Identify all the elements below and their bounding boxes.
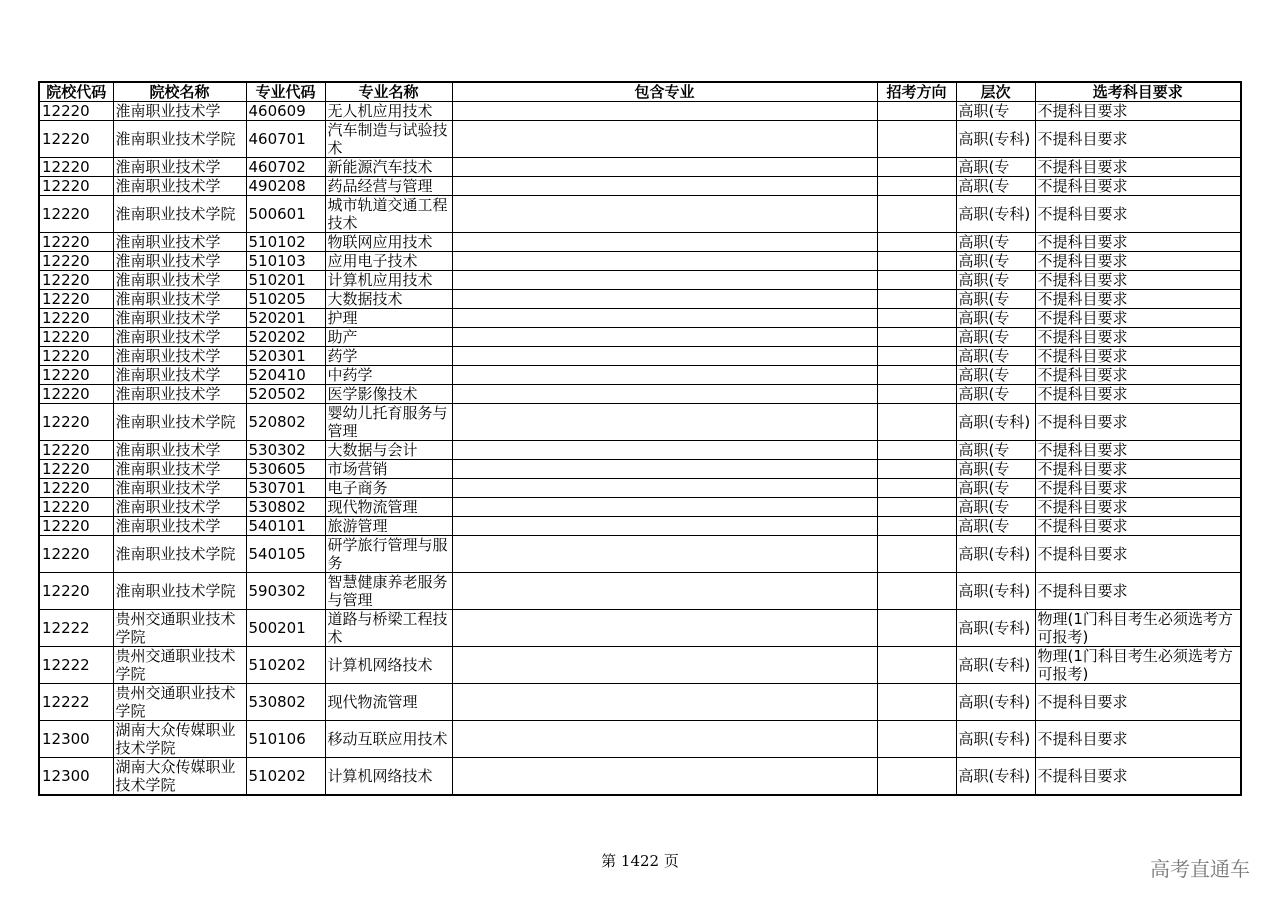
table-row bbox=[39, 252, 1241, 271]
subject-requirement-cell: 不提科目要求 bbox=[1035, 271, 1241, 290]
included-majors-cell bbox=[452, 610, 877, 647]
included-majors-cell bbox=[452, 121, 877, 158]
table-row bbox=[39, 404, 1241, 441]
subject-requirement-cell: 不提科目要求 bbox=[1035, 498, 1241, 517]
admission-table bbox=[38, 81, 1242, 796]
table-row bbox=[39, 684, 1241, 721]
school-code-cell: 12220 bbox=[39, 573, 113, 610]
major-code-cell: 530605 bbox=[246, 460, 325, 479]
table-row bbox=[39, 177, 1241, 196]
level-cell: 高职(专 bbox=[956, 233, 1035, 252]
school-name-cell: 贵州交通职业技术学院 bbox=[113, 647, 246, 684]
major-name-cell: 计算机网络技术 bbox=[325, 758, 452, 796]
major-code-cell: 490208 bbox=[246, 177, 325, 196]
included-majors-cell bbox=[452, 177, 877, 196]
school-code-cell: 12222 bbox=[39, 610, 113, 647]
table-row bbox=[39, 610, 1241, 647]
direction-cell bbox=[877, 271, 956, 290]
school-code-cell: 12220 bbox=[39, 517, 113, 536]
level-cell: 高职(专科) bbox=[956, 610, 1035, 647]
direction-cell bbox=[877, 102, 956, 121]
school-name-cell: 淮南职业技术学 bbox=[113, 366, 246, 385]
level-cell: 高职(专 bbox=[956, 498, 1035, 517]
school-name-cell: 淮南职业技术学 bbox=[113, 517, 246, 536]
table-row bbox=[39, 271, 1241, 290]
included-majors-cell bbox=[452, 721, 877, 758]
subject-requirement-cell: 不提科目要求 bbox=[1035, 158, 1241, 177]
table-row bbox=[39, 573, 1241, 610]
included-majors-cell bbox=[452, 271, 877, 290]
major-name-cell: 智慧健康养老服务与管理 bbox=[325, 573, 452, 610]
major-name-cell: 新能源汽车技术 bbox=[325, 158, 452, 177]
level-cell: 高职(专 bbox=[956, 290, 1035, 309]
major-code-cell: 460609 bbox=[246, 102, 325, 121]
included-majors-cell bbox=[452, 479, 877, 498]
school-name-cell: 淮南职业技术学 bbox=[113, 290, 246, 309]
school-code-cell: 12220 bbox=[39, 460, 113, 479]
subject-requirement-cell: 物理(1门科目考生必须选考方可报考) bbox=[1035, 610, 1241, 647]
included-majors-cell bbox=[452, 252, 877, 271]
major-code-cell: 520410 bbox=[246, 366, 325, 385]
school-code-cell: 12220 bbox=[39, 290, 113, 309]
school-name-cell: 湖南大众传媒职业技术学院 bbox=[113, 758, 246, 796]
school-code-cell: 12220 bbox=[39, 177, 113, 196]
major-name-cell: 无人机应用技术 bbox=[325, 102, 452, 121]
school-name-cell: 淮南职业技术学 bbox=[113, 479, 246, 498]
school-name-cell: 淮南职业技术学院 bbox=[113, 536, 246, 573]
subject-requirement-cell: 不提科目要求 bbox=[1035, 309, 1241, 328]
subject-requirement-cell: 不提科目要求 bbox=[1035, 517, 1241, 536]
level-cell: 高职(专科) bbox=[956, 721, 1035, 758]
included-majors-cell bbox=[452, 536, 877, 573]
direction-cell bbox=[877, 684, 956, 721]
major-name-cell: 汽车制造与试验技术 bbox=[325, 121, 452, 158]
level-cell: 高职(专 bbox=[956, 102, 1035, 121]
major-name-cell: 现代物流管理 bbox=[325, 684, 452, 721]
included-majors-cell bbox=[452, 684, 877, 721]
school-code-cell: 12220 bbox=[39, 102, 113, 121]
major-name-cell: 药学 bbox=[325, 347, 452, 366]
school-code-cell: 12220 bbox=[39, 347, 113, 366]
school-code-cell: 12220 bbox=[39, 158, 113, 177]
major-code-cell: 540105 bbox=[246, 536, 325, 573]
major-name-cell: 道路与桥梁工程技术 bbox=[325, 610, 452, 647]
direction-cell bbox=[877, 347, 956, 366]
major-name-cell: 大数据技术 bbox=[325, 290, 452, 309]
school-name-cell: 淮南职业技术学 bbox=[113, 309, 246, 328]
table-row bbox=[39, 385, 1241, 404]
major-name-cell: 应用电子技术 bbox=[325, 252, 452, 271]
major-code-cell: 500201 bbox=[246, 610, 325, 647]
major-name-cell: 药品经营与管理 bbox=[325, 177, 452, 196]
school-name-cell: 淮南职业技术学院 bbox=[113, 404, 246, 441]
direction-cell bbox=[877, 328, 956, 347]
page-number: 第 1422 页 bbox=[601, 852, 679, 870]
school-code-cell: 12220 bbox=[39, 196, 113, 233]
school-code-cell: 12300 bbox=[39, 721, 113, 758]
level-cell: 高职(专科) bbox=[956, 758, 1035, 796]
school-code-cell: 12220 bbox=[39, 479, 113, 498]
subject-requirement-cell: 不提科目要求 bbox=[1035, 573, 1241, 610]
major-name-cell: 医学影像技术 bbox=[325, 385, 452, 404]
level-cell: 高职(专 bbox=[956, 309, 1035, 328]
direction-cell bbox=[877, 573, 956, 610]
included-majors-cell bbox=[452, 441, 877, 460]
major-code-cell: 520202 bbox=[246, 328, 325, 347]
direction-cell bbox=[877, 721, 956, 758]
level-cell: 高职(专 bbox=[956, 328, 1035, 347]
subject-requirement-cell: 不提科目要求 bbox=[1035, 479, 1241, 498]
table-header-row bbox=[39, 82, 1241, 102]
major-code-cell: 520502 bbox=[246, 385, 325, 404]
major-name-cell: 电子商务 bbox=[325, 479, 452, 498]
table-row bbox=[39, 647, 1241, 684]
subject-requirement-cell: 不提科目要求 bbox=[1035, 460, 1241, 479]
table-row bbox=[39, 290, 1241, 309]
major-code-cell: 520301 bbox=[246, 347, 325, 366]
included-majors-cell bbox=[452, 290, 877, 309]
level-cell: 高职(专 bbox=[956, 441, 1035, 460]
header-major-code: 专业代码 bbox=[246, 82, 325, 102]
direction-cell bbox=[877, 758, 956, 796]
header-included-majors: 包含专业 bbox=[452, 82, 877, 102]
major-name-cell: 大数据与会计 bbox=[325, 441, 452, 460]
major-code-cell: 510106 bbox=[246, 721, 325, 758]
major-name-cell: 移动互联应用技术 bbox=[325, 721, 452, 758]
major-code-cell: 590302 bbox=[246, 573, 325, 610]
major-name-cell: 旅游管理 bbox=[325, 517, 452, 536]
subject-requirement-cell: 不提科目要求 bbox=[1035, 290, 1241, 309]
school-code-cell: 12220 bbox=[39, 309, 113, 328]
included-majors-cell bbox=[452, 498, 877, 517]
subject-requirement-cell: 不提科目要求 bbox=[1035, 102, 1241, 121]
direction-cell bbox=[877, 517, 956, 536]
subject-requirement-cell: 不提科目要求 bbox=[1035, 684, 1241, 721]
direction-cell bbox=[877, 121, 956, 158]
direction-cell bbox=[877, 441, 956, 460]
direction-cell bbox=[877, 196, 956, 233]
included-majors-cell bbox=[452, 647, 877, 684]
direction-cell bbox=[877, 610, 956, 647]
major-name-cell: 计算机网络技术 bbox=[325, 647, 452, 684]
subject-requirement-cell: 不提科目要求 bbox=[1035, 721, 1241, 758]
major-name-cell: 现代物流管理 bbox=[325, 498, 452, 517]
table-row bbox=[39, 233, 1241, 252]
school-code-cell: 12220 bbox=[39, 252, 113, 271]
direction-cell bbox=[877, 309, 956, 328]
school-name-cell: 淮南职业技术学 bbox=[113, 441, 246, 460]
major-name-cell: 助产 bbox=[325, 328, 452, 347]
table-body bbox=[39, 102, 1241, 796]
direction-cell bbox=[877, 177, 956, 196]
school-name-cell: 淮南职业技术学 bbox=[113, 328, 246, 347]
school-code-cell: 12220 bbox=[39, 328, 113, 347]
major-code-cell: 510201 bbox=[246, 271, 325, 290]
table-row bbox=[39, 536, 1241, 573]
level-cell: 高职(专科) bbox=[956, 647, 1035, 684]
school-code-cell: 12220 bbox=[39, 233, 113, 252]
included-majors-cell bbox=[452, 328, 877, 347]
included-majors-cell bbox=[452, 158, 877, 177]
table-row bbox=[39, 460, 1241, 479]
table-row bbox=[39, 517, 1241, 536]
level-cell: 高职(专 bbox=[956, 177, 1035, 196]
table-row bbox=[39, 721, 1241, 758]
included-majors-cell bbox=[452, 347, 877, 366]
watermark: 高考直通车 bbox=[1150, 857, 1250, 881]
table-row bbox=[39, 158, 1241, 177]
subject-requirement-cell: 不提科目要求 bbox=[1035, 385, 1241, 404]
level-cell: 高职(专 bbox=[956, 385, 1035, 404]
school-name-cell: 淮南职业技术学 bbox=[113, 385, 246, 404]
major-code-cell: 500601 bbox=[246, 196, 325, 233]
header-major-name: 专业名称 bbox=[325, 82, 452, 102]
direction-cell bbox=[877, 479, 956, 498]
table-row bbox=[39, 758, 1241, 796]
major-code-cell: 460702 bbox=[246, 158, 325, 177]
school-name-cell: 淮南职业技术学 bbox=[113, 102, 246, 121]
level-cell: 高职(专 bbox=[956, 271, 1035, 290]
subject-requirement-cell: 不提科目要求 bbox=[1035, 366, 1241, 385]
school-name-cell: 淮南职业技术学院 bbox=[113, 196, 246, 233]
level-cell: 高职(专 bbox=[956, 158, 1035, 177]
direction-cell bbox=[877, 385, 956, 404]
subject-requirement-cell: 不提科目要求 bbox=[1035, 347, 1241, 366]
included-majors-cell bbox=[452, 233, 877, 252]
school-code-cell: 12222 bbox=[39, 647, 113, 684]
major-code-cell: 510103 bbox=[246, 252, 325, 271]
header-subject-requirement: 选考科目要求 bbox=[1035, 82, 1241, 102]
table-row bbox=[39, 102, 1241, 121]
major-code-cell: 520802 bbox=[246, 404, 325, 441]
level-cell: 高职(专 bbox=[956, 460, 1035, 479]
level-cell: 高职(专 bbox=[956, 252, 1035, 271]
header-level: 层次 bbox=[956, 82, 1035, 102]
school-code-cell: 12220 bbox=[39, 121, 113, 158]
subject-requirement-cell: 不提科目要求 bbox=[1035, 328, 1241, 347]
table-row bbox=[39, 121, 1241, 158]
major-code-cell: 510102 bbox=[246, 233, 325, 252]
included-majors-cell bbox=[452, 460, 877, 479]
included-majors-cell bbox=[452, 196, 877, 233]
included-majors-cell bbox=[452, 758, 877, 796]
table-row bbox=[39, 498, 1241, 517]
table-row bbox=[39, 328, 1241, 347]
major-code-cell: 530802 bbox=[246, 684, 325, 721]
major-code-cell: 530701 bbox=[246, 479, 325, 498]
subject-requirement-cell: 物理(1门科目考生必须选考方可报考) bbox=[1035, 647, 1241, 684]
table-row bbox=[39, 196, 1241, 233]
level-cell: 高职(专 bbox=[956, 366, 1035, 385]
school-name-cell: 淮南职业技术学院 bbox=[113, 121, 246, 158]
subject-requirement-cell: 不提科目要求 bbox=[1035, 121, 1241, 158]
school-name-cell: 淮南职业技术学 bbox=[113, 460, 246, 479]
major-code-cell: 510205 bbox=[246, 290, 325, 309]
level-cell: 高职(专科) bbox=[956, 536, 1035, 573]
major-code-cell: 510202 bbox=[246, 758, 325, 796]
school-code-cell: 12220 bbox=[39, 441, 113, 460]
direction-cell bbox=[877, 647, 956, 684]
school-name-cell: 淮南职业技术学院 bbox=[113, 573, 246, 610]
direction-cell bbox=[877, 366, 956, 385]
direction-cell bbox=[877, 536, 956, 573]
included-majors-cell bbox=[452, 102, 877, 121]
school-name-cell: 淮南职业技术学 bbox=[113, 498, 246, 517]
level-cell: 高职(专科) bbox=[956, 684, 1035, 721]
school-code-cell: 12300 bbox=[39, 758, 113, 796]
school-code-cell: 12220 bbox=[39, 385, 113, 404]
school-name-cell: 贵州交通职业技术学院 bbox=[113, 610, 246, 647]
school-code-cell: 12220 bbox=[39, 404, 113, 441]
major-code-cell: 510202 bbox=[246, 647, 325, 684]
direction-cell bbox=[877, 404, 956, 441]
subject-requirement-cell: 不提科目要求 bbox=[1035, 196, 1241, 233]
direction-cell bbox=[877, 290, 956, 309]
school-code-cell: 12222 bbox=[39, 684, 113, 721]
school-code-cell: 12220 bbox=[39, 271, 113, 290]
included-majors-cell bbox=[452, 404, 877, 441]
direction-cell bbox=[877, 158, 956, 177]
school-name-cell: 淮南职业技术学 bbox=[113, 252, 246, 271]
table-row bbox=[39, 479, 1241, 498]
school-name-cell: 淮南职业技术学 bbox=[113, 177, 246, 196]
header-school-name: 院校名称 bbox=[113, 82, 246, 102]
included-majors-cell bbox=[452, 366, 877, 385]
major-code-cell: 520201 bbox=[246, 309, 325, 328]
school-code-cell: 12220 bbox=[39, 536, 113, 573]
major-name-cell: 市场营销 bbox=[325, 460, 452, 479]
subject-requirement-cell: 不提科目要求 bbox=[1035, 404, 1241, 441]
subject-requirement-cell: 不提科目要求 bbox=[1035, 177, 1241, 196]
major-code-cell: 530302 bbox=[246, 441, 325, 460]
direction-cell bbox=[877, 498, 956, 517]
major-name-cell: 护理 bbox=[325, 309, 452, 328]
major-name-cell: 中药学 bbox=[325, 366, 452, 385]
level-cell: 高职(专 bbox=[956, 347, 1035, 366]
included-majors-cell bbox=[452, 573, 877, 610]
level-cell: 高职(专科) bbox=[956, 196, 1035, 233]
header-direction: 招考方向 bbox=[877, 82, 956, 102]
level-cell: 高职(专科) bbox=[956, 573, 1035, 610]
major-name-cell: 城市轨道交通工程技术 bbox=[325, 196, 452, 233]
school-name-cell: 淮南职业技术学 bbox=[113, 271, 246, 290]
subject-requirement-cell: 不提科目要求 bbox=[1035, 233, 1241, 252]
school-name-cell: 贵州交通职业技术学院 bbox=[113, 684, 246, 721]
school-name-cell: 湖南大众传媒职业技术学院 bbox=[113, 721, 246, 758]
subject-requirement-cell: 不提科目要求 bbox=[1035, 758, 1241, 796]
included-majors-cell bbox=[452, 517, 877, 536]
level-cell: 高职(专科) bbox=[956, 121, 1035, 158]
level-cell: 高职(专科) bbox=[956, 404, 1035, 441]
direction-cell bbox=[877, 252, 956, 271]
school-code-cell: 12220 bbox=[39, 498, 113, 517]
school-name-cell: 淮南职业技术学 bbox=[113, 347, 246, 366]
major-name-cell: 婴幼儿托育服务与管理 bbox=[325, 404, 452, 441]
direction-cell bbox=[877, 233, 956, 252]
included-majors-cell bbox=[452, 385, 877, 404]
level-cell: 高职(专 bbox=[956, 479, 1035, 498]
table-row bbox=[39, 347, 1241, 366]
school-name-cell: 淮南职业技术学 bbox=[113, 233, 246, 252]
table-row bbox=[39, 366, 1241, 385]
included-majors-cell bbox=[452, 309, 877, 328]
level-cell: 高职(专 bbox=[956, 517, 1035, 536]
subject-requirement-cell: 不提科目要求 bbox=[1035, 536, 1241, 573]
table-row bbox=[39, 441, 1241, 460]
major-name-cell: 研学旅行管理与服务 bbox=[325, 536, 452, 573]
direction-cell bbox=[877, 460, 956, 479]
major-code-cell: 530802 bbox=[246, 498, 325, 517]
subject-requirement-cell: 不提科目要求 bbox=[1035, 441, 1241, 460]
major-code-cell: 460701 bbox=[246, 121, 325, 158]
major-name-cell: 物联网应用技术 bbox=[325, 233, 452, 252]
major-name-cell: 计算机应用技术 bbox=[325, 271, 452, 290]
major-code-cell: 540101 bbox=[246, 517, 325, 536]
school-name-cell: 淮南职业技术学 bbox=[113, 158, 246, 177]
table-row bbox=[39, 309, 1241, 328]
school-code-cell: 12220 bbox=[39, 366, 113, 385]
subject-requirement-cell: 不提科目要求 bbox=[1035, 252, 1241, 271]
header-school-code: 院校代码 bbox=[39, 82, 113, 102]
